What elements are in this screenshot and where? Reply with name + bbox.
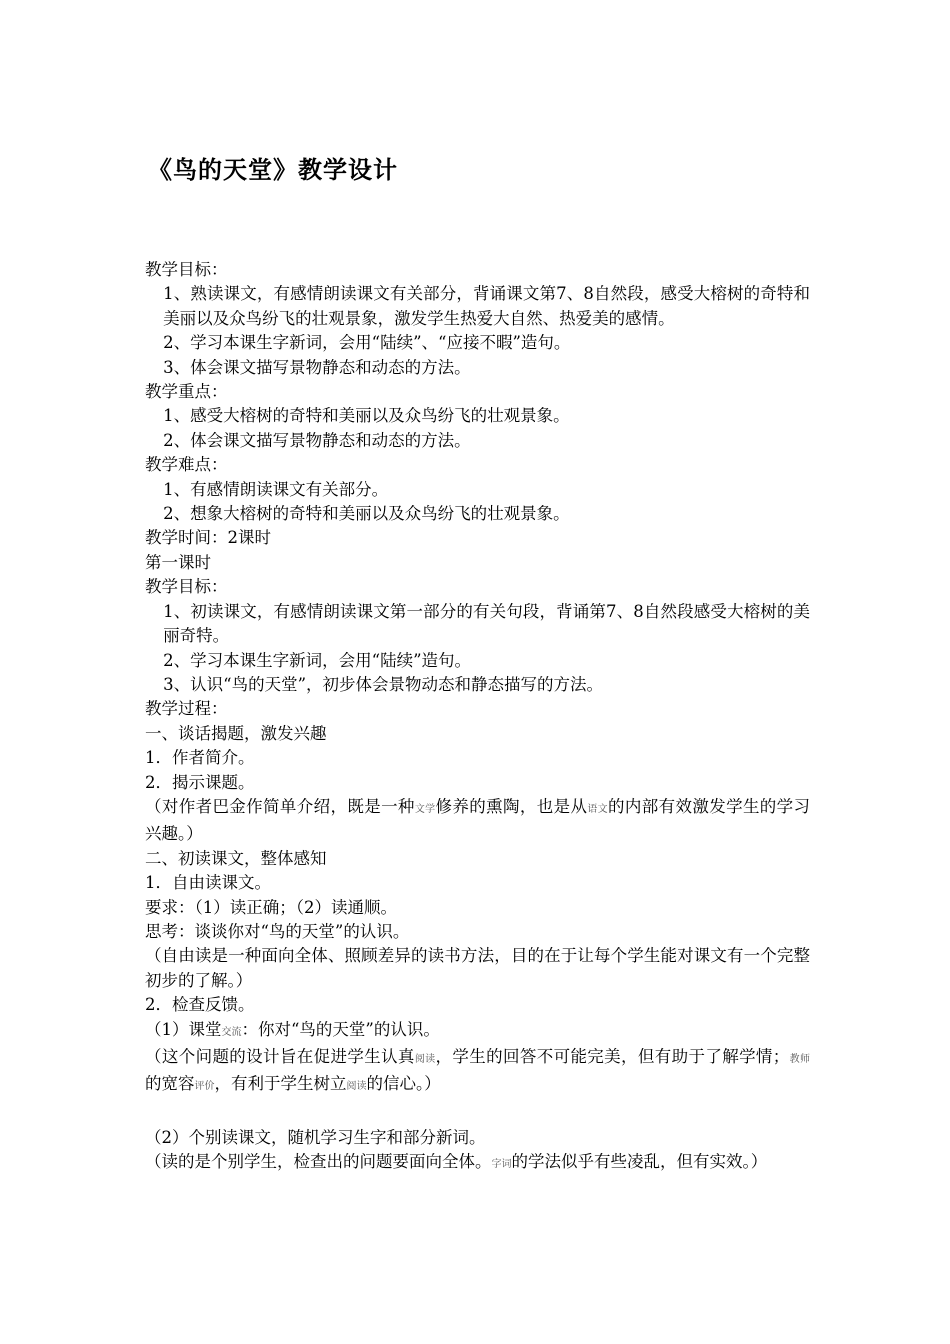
section-heading: 二、初读课文，整体感知 bbox=[145, 848, 327, 868]
focus-item: 2、体会课文描写景物静态和动态的方法。 bbox=[163, 430, 471, 450]
lesson-goal-item: 2、学习本课生字新词，会用“陆续”造句。 bbox=[163, 650, 472, 670]
teaching-goals-heading: 教学目标： bbox=[145, 260, 228, 279]
inline-note: 阅读 bbox=[346, 1081, 367, 1093]
commentary-paragraph: （这个问题的设计旨在促进学生认真阅读，学生的回答不可能完美，但有助于了解学情；教师的宽容评价，有利于学生树立阅读的信心。） bbox=[145, 1047, 811, 1094]
commentary-paragraph: （对作者巴金作简单介绍，既是一种文学修养的熏陶，也是从语文的内部有效激发学生的学习兴趣。） bbox=[145, 796, 811, 844]
step-item: 1．自由读课文。 bbox=[145, 873, 271, 893]
lesson-goals-heading: 教学目标： bbox=[145, 577, 228, 597]
inline-note: 阅读 bbox=[414, 1054, 436, 1065]
step-item: 2．检查反馈。 bbox=[145, 995, 255, 1015]
question-text: 思考：谈谈你对“鸟的天堂”的认识。 bbox=[145, 921, 410, 941]
lesson-goal-item: 1、初读课文，有感情朗读课文第一部分的有关句段，背诵第7、8自然段感受大榕树的美丽奇特。 bbox=[163, 601, 810, 646]
teaching-process-heading: 教学过程： bbox=[145, 699, 228, 719]
focus-item: 1、感受大榕树的奇特和美丽以及众鸟纷飞的壮观景象。 bbox=[163, 406, 570, 426]
step-item: 1．作者简介。 bbox=[145, 748, 255, 768]
goal-item: 2、学习本课生字新词，会用“陆续”、“应接不暇”造句。 bbox=[163, 333, 571, 353]
teaching-difficulty-heading: 教学难点： bbox=[145, 455, 228, 475]
commentary-paragraph: （自由读是一种面向全体、照顾差异的读书方法，目的在于让每个学生能对课文有一个完整初步的了解。） bbox=[145, 946, 810, 990]
lesson-goal-item: 3、认识“鸟的天堂”，初步体会景物动态和静态描写的方法。 bbox=[163, 674, 604, 694]
step-item: 2．揭示课题。 bbox=[145, 772, 255, 792]
teaching-time: 教学时间：2课时 bbox=[145, 528, 271, 548]
document-title: 《鸟的天堂》教学设计 bbox=[148, 156, 398, 184]
inline-note: 教师 bbox=[789, 1054, 811, 1065]
difficulty-item: 2、想象大榕树的奇特和美丽以及众鸟纷飞的壮观景象。 bbox=[163, 504, 570, 524]
inline-note: 字词 bbox=[491, 1159, 512, 1171]
section-heading: 一、谈话揭题，激发兴趣 bbox=[145, 723, 327, 743]
goal-item: 1、熟读课文，有感情朗读课文有关部分，背诵课文第7、8自然段，感受大榕树的奇特和美丽以及众鸟纷飞的壮观景象，激发学生热爱大自然、热爱美的感情。 bbox=[163, 284, 810, 328]
sub-step-item: （1）课堂交流：你对“鸟的天堂”的认识。 bbox=[145, 1019, 440, 1039]
inline-note: 交流 bbox=[221, 1026, 242, 1038]
commentary-paragraph: （读的是个别学生，检查出的问题要面向全体。字词的学法似乎有些凌乱，但有实效。） bbox=[145, 1152, 768, 1172]
inline-note: 语文 bbox=[587, 803, 609, 815]
teaching-focus-heading: 教学重点： bbox=[145, 382, 228, 402]
inline-note: 评价 bbox=[194, 1081, 215, 1093]
goal-item: 3、体会课文描写景物静态和动态的方法。 bbox=[163, 357, 471, 377]
requirement-text: 要求：（1）读正确；（2）读通顺。 bbox=[145, 897, 397, 917]
inline-note: 文学 bbox=[414, 803, 436, 815]
difficulty-item: 1、有感情朗读课文有关部分。 bbox=[163, 479, 389, 499]
blank-line bbox=[145, 1100, 810, 1126]
sub-step-item: （2）个别读课文，随机学习生字和部分新词。 bbox=[145, 1127, 486, 1147]
lesson-heading: 第一课时 bbox=[145, 552, 211, 572]
document-body bbox=[145, 258, 810, 1178]
